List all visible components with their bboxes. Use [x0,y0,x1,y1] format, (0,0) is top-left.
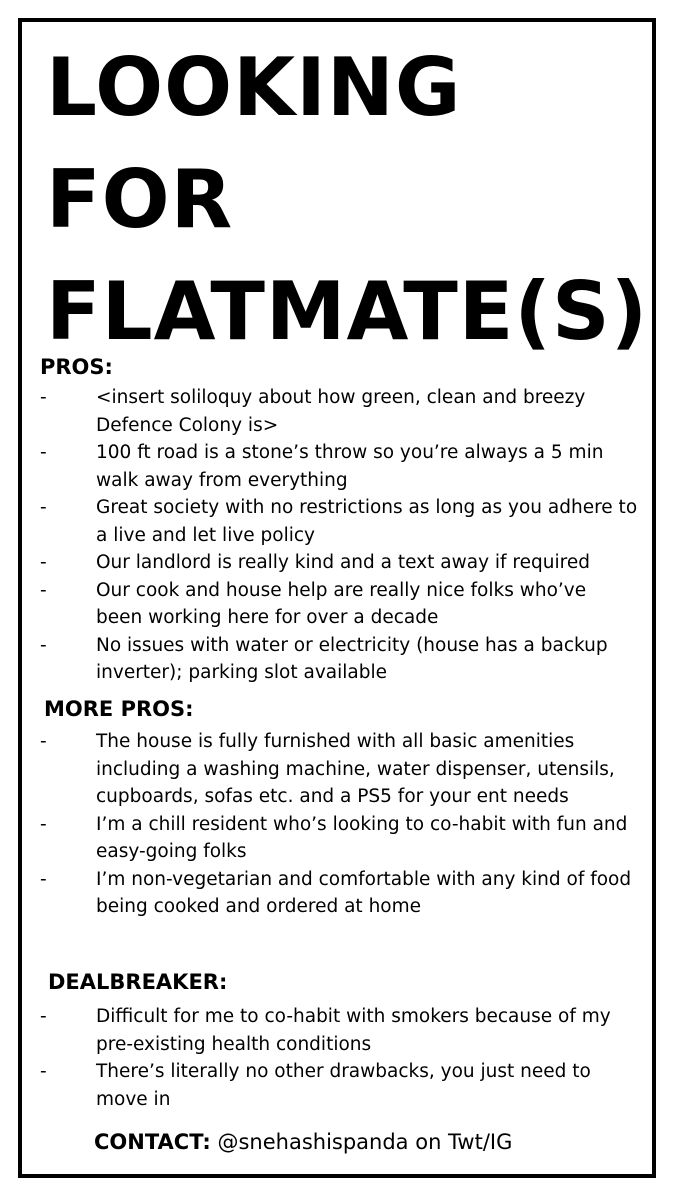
list-item [38,494,638,549]
more-pros-heading: MORE PROS: [44,697,194,721]
dealbreaker-heading: DEALBREAKER: [48,970,228,994]
title-line-2: FOR [46,153,234,246]
list-item-text: Difficult for me to co-habit with smokers because of my pre-existing health conditions [96,1006,611,1055]
list-item [38,728,638,811]
bullet-dash: - [40,579,47,601]
pros-list [38,384,638,687]
bullet-dash: - [40,634,47,656]
list-item [38,577,638,632]
contact-handle: @snehashispanda on Twt/IG [217,1130,513,1154]
bullet-dash: - [40,813,47,835]
list-item-text: Great society with no restrictions as long as you adhere to a live and let live policy [96,497,638,546]
list-item [38,1003,638,1058]
bullet-dash: - [40,1061,47,1082]
bullet-dash: - [40,442,47,463]
list-item-text: The house is fully furnished with all basic amenities including a washing machine, water dispenser, utensils, cupboards, sofas etc. and a PS5 for your ent needs [96,731,615,807]
bullet-dash: - [40,387,47,408]
list-item [38,811,638,866]
list-item [38,632,638,687]
list-item-text: There’s literally no other drawbacks, you just need to move in [96,1061,591,1110]
list-item-text: Our cook and house help are really nice folks who’ve been working here for over a decade [96,579,587,628]
list-item-text: I’m non-vegetarian and comfortable with any kind of food being cooked and ordered at home [96,868,632,917]
list-item-text: 100 ft road is a stone’s throw so you’re always a 5 min walk away from everything [96,442,604,491]
contact-label: CONTACT: [94,1130,211,1154]
list-item [38,1058,638,1113]
bullet-dash: - [40,1006,47,1027]
list-item [38,439,638,494]
list-item-text: No issues with water or electricity (house has a backup inverter); parking slot available [96,634,608,683]
bullet-dash: - [40,868,47,890]
list-item [38,866,638,921]
bullet-dash: - [40,497,47,518]
list-item-text: I’m a chill resident who’s looking to co-habit with fun and easy-going folks [96,813,628,862]
list-item [38,384,638,439]
more-pros-list [38,728,638,921]
dealbreaker-list [38,1003,638,1113]
list-item-text: Our landlord is really kind and a text away if required [96,552,590,573]
bullet-dash: - [40,731,47,752]
list-item [38,549,638,577]
title-line-3: FLATMATE(S) [46,265,649,358]
pros-heading: PROS: [40,355,113,379]
poster-title [46,32,648,368]
title-line-1: LOOKING [46,41,462,134]
contact-line [94,1127,512,1157]
list-item-text: <insert soliloquy about how green, clean and breezy Defence Colony is> [96,387,586,436]
bullet-dash: - [40,552,47,573]
